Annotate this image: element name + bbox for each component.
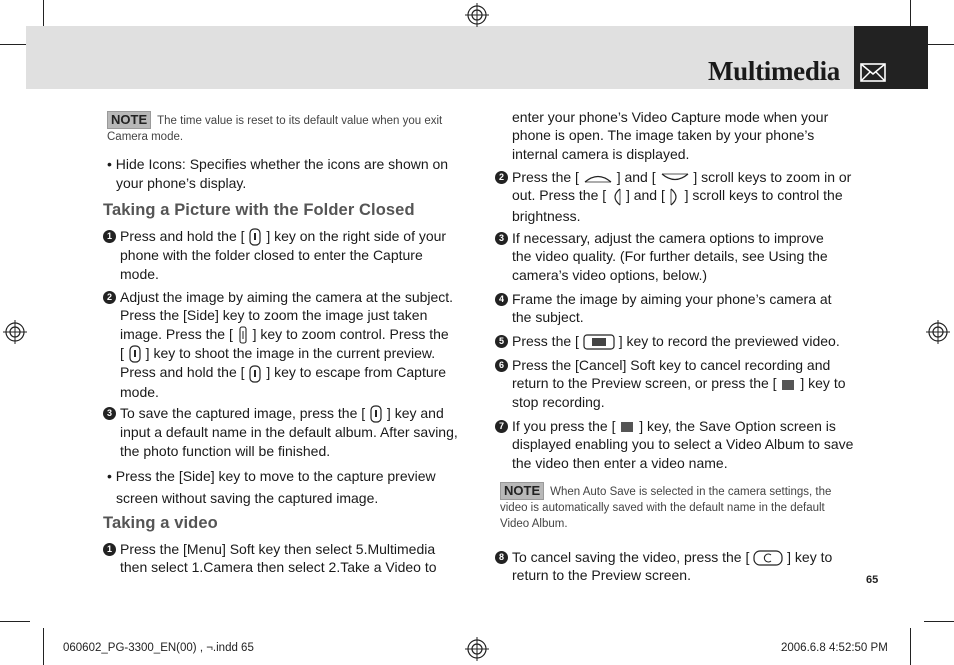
step-number: 1 (103, 230, 116, 243)
note-label: NOTE (500, 482, 544, 500)
footer-timestamp: 2006.6.8 4:52:50 PM (781, 642, 888, 654)
ok-key-icon (619, 420, 635, 434)
step-number: 3 (495, 232, 508, 245)
crop-mark (924, 44, 954, 45)
step-number: 5 (495, 335, 508, 348)
note-text: Video Album. (500, 518, 568, 530)
ok-key-icon (780, 378, 796, 392)
note-text: Camera mode. (107, 131, 184, 143)
registration-mark-icon (465, 3, 489, 27)
envelope-icon (860, 62, 886, 84)
registration-mark-icon (926, 320, 950, 344)
crop-mark (43, 628, 44, 665)
section-heading: Taking a Picture with the Folder Closed (103, 201, 415, 219)
registration-mark-icon (465, 637, 489, 661)
step-number: 4 (495, 293, 508, 306)
side-camera-key-icon (369, 405, 383, 423)
section-heading: Taking a video (103, 514, 218, 532)
note-text: The time value is reset to its default value when you exit (157, 115, 443, 127)
step-number: 1 (103, 543, 116, 556)
page-title: Multimedia (708, 56, 840, 86)
crop-mark (0, 621, 30, 622)
navigation-left-key-icon (610, 187, 622, 207)
footer-file-info: 060602_PG-3300_EN(00) , ¬.indd 65 (63, 642, 254, 654)
step-number: 8 (495, 551, 508, 564)
clear-key-icon (753, 550, 783, 566)
note-text: video is automatically saved with the default name in the default (500, 502, 825, 514)
navigation-right-key-icon (669, 187, 681, 207)
bullet-item: • Hide Icons: Specifies whether the icons are shown on your phone’s display. (107, 156, 449, 191)
ok-key-icon (583, 334, 615, 350)
registration-mark-icon (3, 320, 27, 344)
navigation-up-key-icon (583, 171, 613, 185)
list-item-continued: enter your phone’s Video Capture mode when your phone is open. The image taken by your phone’s internal camera is displayed. (512, 109, 829, 162)
step-number: 3 (103, 407, 116, 420)
side-camera-key-icon (128, 345, 142, 363)
step-number: 2 (103, 291, 116, 304)
side-camera-key-icon (248, 365, 262, 383)
note-label: NOTE (107, 111, 151, 129)
crop-mark (924, 621, 954, 622)
step-number: 2 (495, 171, 508, 184)
volume-key-icon (237, 326, 249, 344)
step-number: 7 (495, 420, 508, 433)
note-text: When Auto Save is selected in the camera settings, the (550, 486, 832, 498)
note-block (500, 482, 850, 532)
side-camera-key-icon (248, 228, 262, 246)
crop-mark (910, 628, 911, 665)
step-number: 6 (495, 359, 508, 372)
navigation-down-key-icon (660, 171, 690, 185)
bullet-item: • Press the [Side] key to move to the capture preview screen without saving the captured image. (107, 468, 436, 506)
note-block (107, 111, 457, 145)
page-number: 65 (866, 574, 879, 586)
